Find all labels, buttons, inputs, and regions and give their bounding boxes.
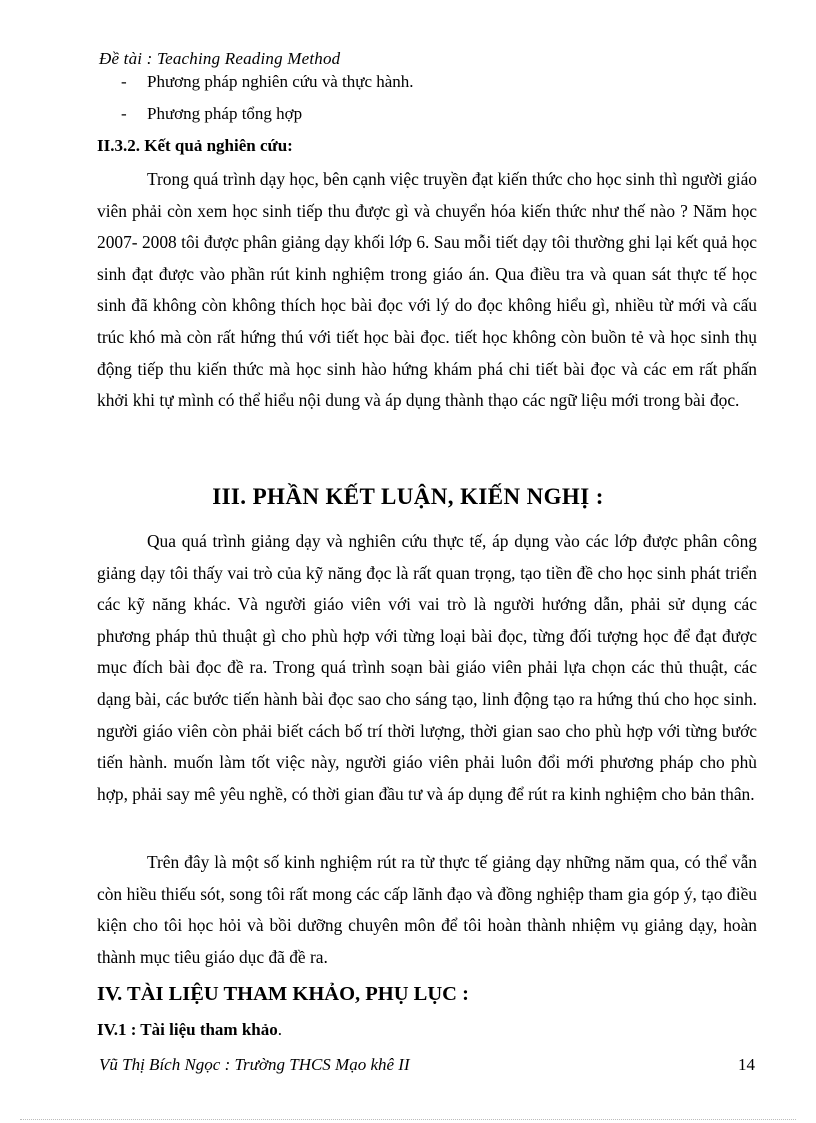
- bullet-text: Phương pháp tổng hợp: [147, 104, 303, 123]
- page-header: Đề tài : Teaching Reading Method: [99, 49, 341, 68]
- section-heading-conclusion: III. PHẦN KẾT LUẬN, KIẾN NGHỊ :: [212, 484, 604, 509]
- paragraph-results: Trong quá trình dạy học, bên cạnh việc truyền đạt kiến thức cho học sinh thì người giáo viên phải còn xem học sinh tiếp thu được gì và chuyển hóa kiến thức như thế nào ? Năm học 2007- 2008 tôi được phân giảng dạy khối lớp 6. Sau mỗi tiết dạy tôi thường ghi lại kết quả học sinh đạt được vào phần rút kinh nghiệm trong giáo án. Qua điều tra và quan sát thực tế học sinh đã không còn không thích học bài đọc với lý do đọc không hiểu gì, nhiều từ mới và cấu trúc khó mà còn rất hứng thú với tiết học bài đọc. tiết học không còn buồn tẻ và học sinh thụ động tiếp thu kiến thức mà học sinh hào hứng khám phá chi tiết bài đọc và các em rất phấn khởi khi tự mình có thể hiểu nội dung và áp dụng thành thạo các ngữ liệu mới trong bài đọc.: [97, 169, 757, 411]
- section-heading-2-3-2: II.3.2. Kết quả nghiên cứu:: [97, 136, 293, 155]
- page-number: 14: [738, 1055, 755, 1074]
- bullet-dash: -: [121, 104, 127, 123]
- page-bottom-edge: [20, 1119, 796, 1120]
- section-heading-4-1-text: IV.1 : Tài liệu tham khảo: [97, 1020, 278, 1039]
- bullet-item: [121, 104, 302, 124]
- bullet-dash: -: [121, 72, 127, 91]
- section-heading-references: IV. TÀI LIỆU THAM KHẢO, PHỤ LỤC :: [97, 983, 469, 1005]
- paragraph-conclusion: Qua quá trình giảng dạy và nghiên cứu thực tế, áp dụng vào các lớp được phân công giảng dạy tôi thấy vai trò của kỹ năng đọc là rất quan trọng, tạo tiền đề cho học sinh phát triển các kỹ năng khác. Và người giáo viên với vai trò là người hướng dẫn, phải sử dụng các phương pháp thủ thuật gì cho phù hợp với từng loại bài đọc, từng đối tượng học để đạt được mục đích bài đọc đề ra. Trong quá trình soạn bài giáo viên phải lựa chọn các thủ thuật, các dạng bài, các bước tiến hành bài đọc sao cho sáng tạo, linh động tạo ra hứng thú cho học sinh. người giáo viên còn phải biết cách bố trí thời lượng, thời gian sao cho phù hợp với từng bước tiến hành. muốn làm tốt việc này, người giáo viên phải luôn đổi mới phương pháp cho phù hợp, phải say mê yêu nghề, có thời gian đầu tư và áp dụng để rút ra kinh nghiệm cho bản thân.: [97, 531, 757, 804]
- paragraph-closing: Trên đây là một số kinh nghiệm rút ra từ thực tế giảng dạy những năm qua, có thể vẫn còn hiều thiếu sót, song tôi rất mong các cấp lãnh đạo và đồng nghiệp tham gia góp ý, tạo điều kiện cho tôi học hỏi và bồi dưỡng chuyên môn để tôi hoàn thành nhiệm vụ giảng dạy, hoàn thành mục tiêu giáo dục đã đề ra.: [97, 852, 757, 967]
- bullet-text: Phương pháp nghiên cứu và thực hành.: [147, 72, 414, 91]
- section-heading-4-1: [97, 1020, 282, 1040]
- page-footer-author: Vũ Thị Bích Ngọc : Trường THCS Mạo khê II: [99, 1055, 410, 1074]
- bullet-item: [121, 72, 414, 92]
- section-heading-4-1-period: .: [277, 1020, 282, 1039]
